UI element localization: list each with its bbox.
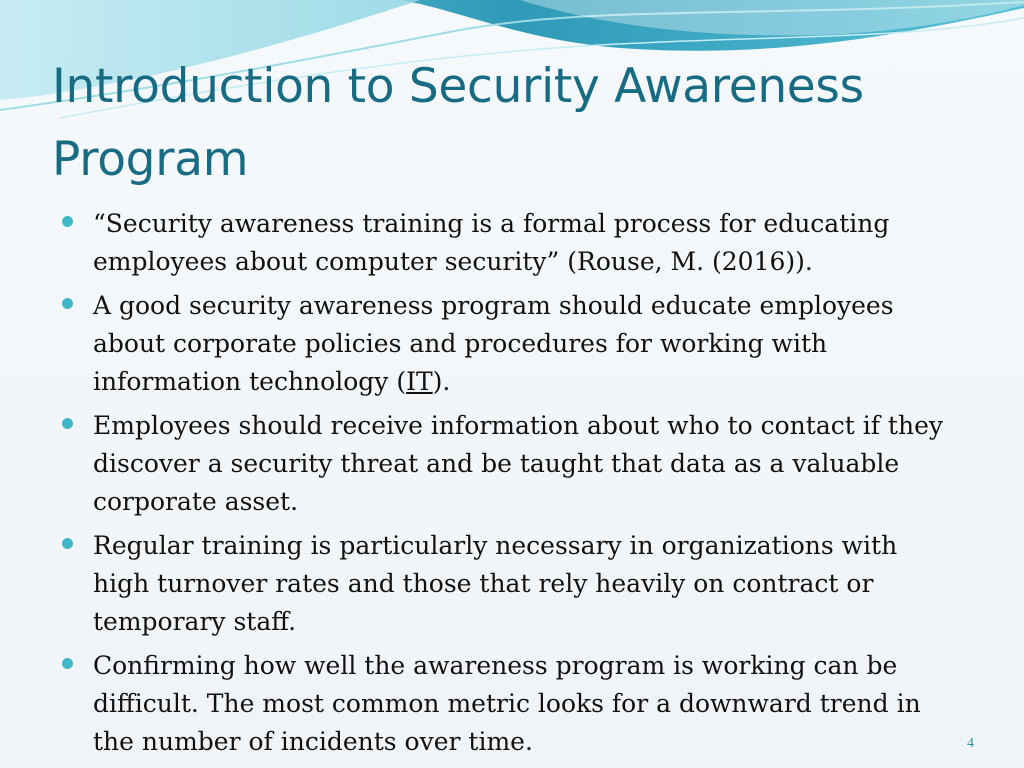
bullet-text: A good security awareness program should educate employees about corporate policies and procedures for working with information technology ( — [93, 291, 894, 396]
bullet-dot-icon — [62, 418, 73, 429]
bullet-dot-icon — [62, 538, 73, 549]
bullet-text: Employees should receive information about who to contact if they discover a security threat and be taught that data as a valuable corporate asset. — [93, 411, 943, 516]
bullet-item — [62, 647, 957, 761]
bullet-text: Regular training is particularly necessary in organizations with high turnover rates and those that rely heavily on contract or temporary staff. — [93, 531, 898, 636]
bullet-text: Confirming how well the awareness program is working can be difficult. The most common metric looks for a downward trend in the number of incidents over time. — [93, 651, 921, 756]
bullet-item — [62, 527, 957, 641]
bullet-list — [62, 205, 957, 767]
bullet-dot-icon — [62, 216, 73, 227]
bullet-text-end: ). — [432, 367, 451, 396]
bullet-dot-icon — [62, 298, 73, 309]
slide-title: Introduction to Security Awareness Program — [52, 59, 864, 187]
bullet-dot-icon — [62, 658, 73, 669]
bullet-item — [62, 205, 957, 281]
it-link[interactable]: IT — [406, 367, 433, 396]
bullet-item — [62, 407, 957, 521]
bullet-item — [62, 287, 957, 401]
page-number: 4 — [967, 736, 974, 751]
bullet-text: “Security awareness training is a formal process for educating employees about computer security” (Rouse, M. (2016)). — [93, 209, 890, 276]
